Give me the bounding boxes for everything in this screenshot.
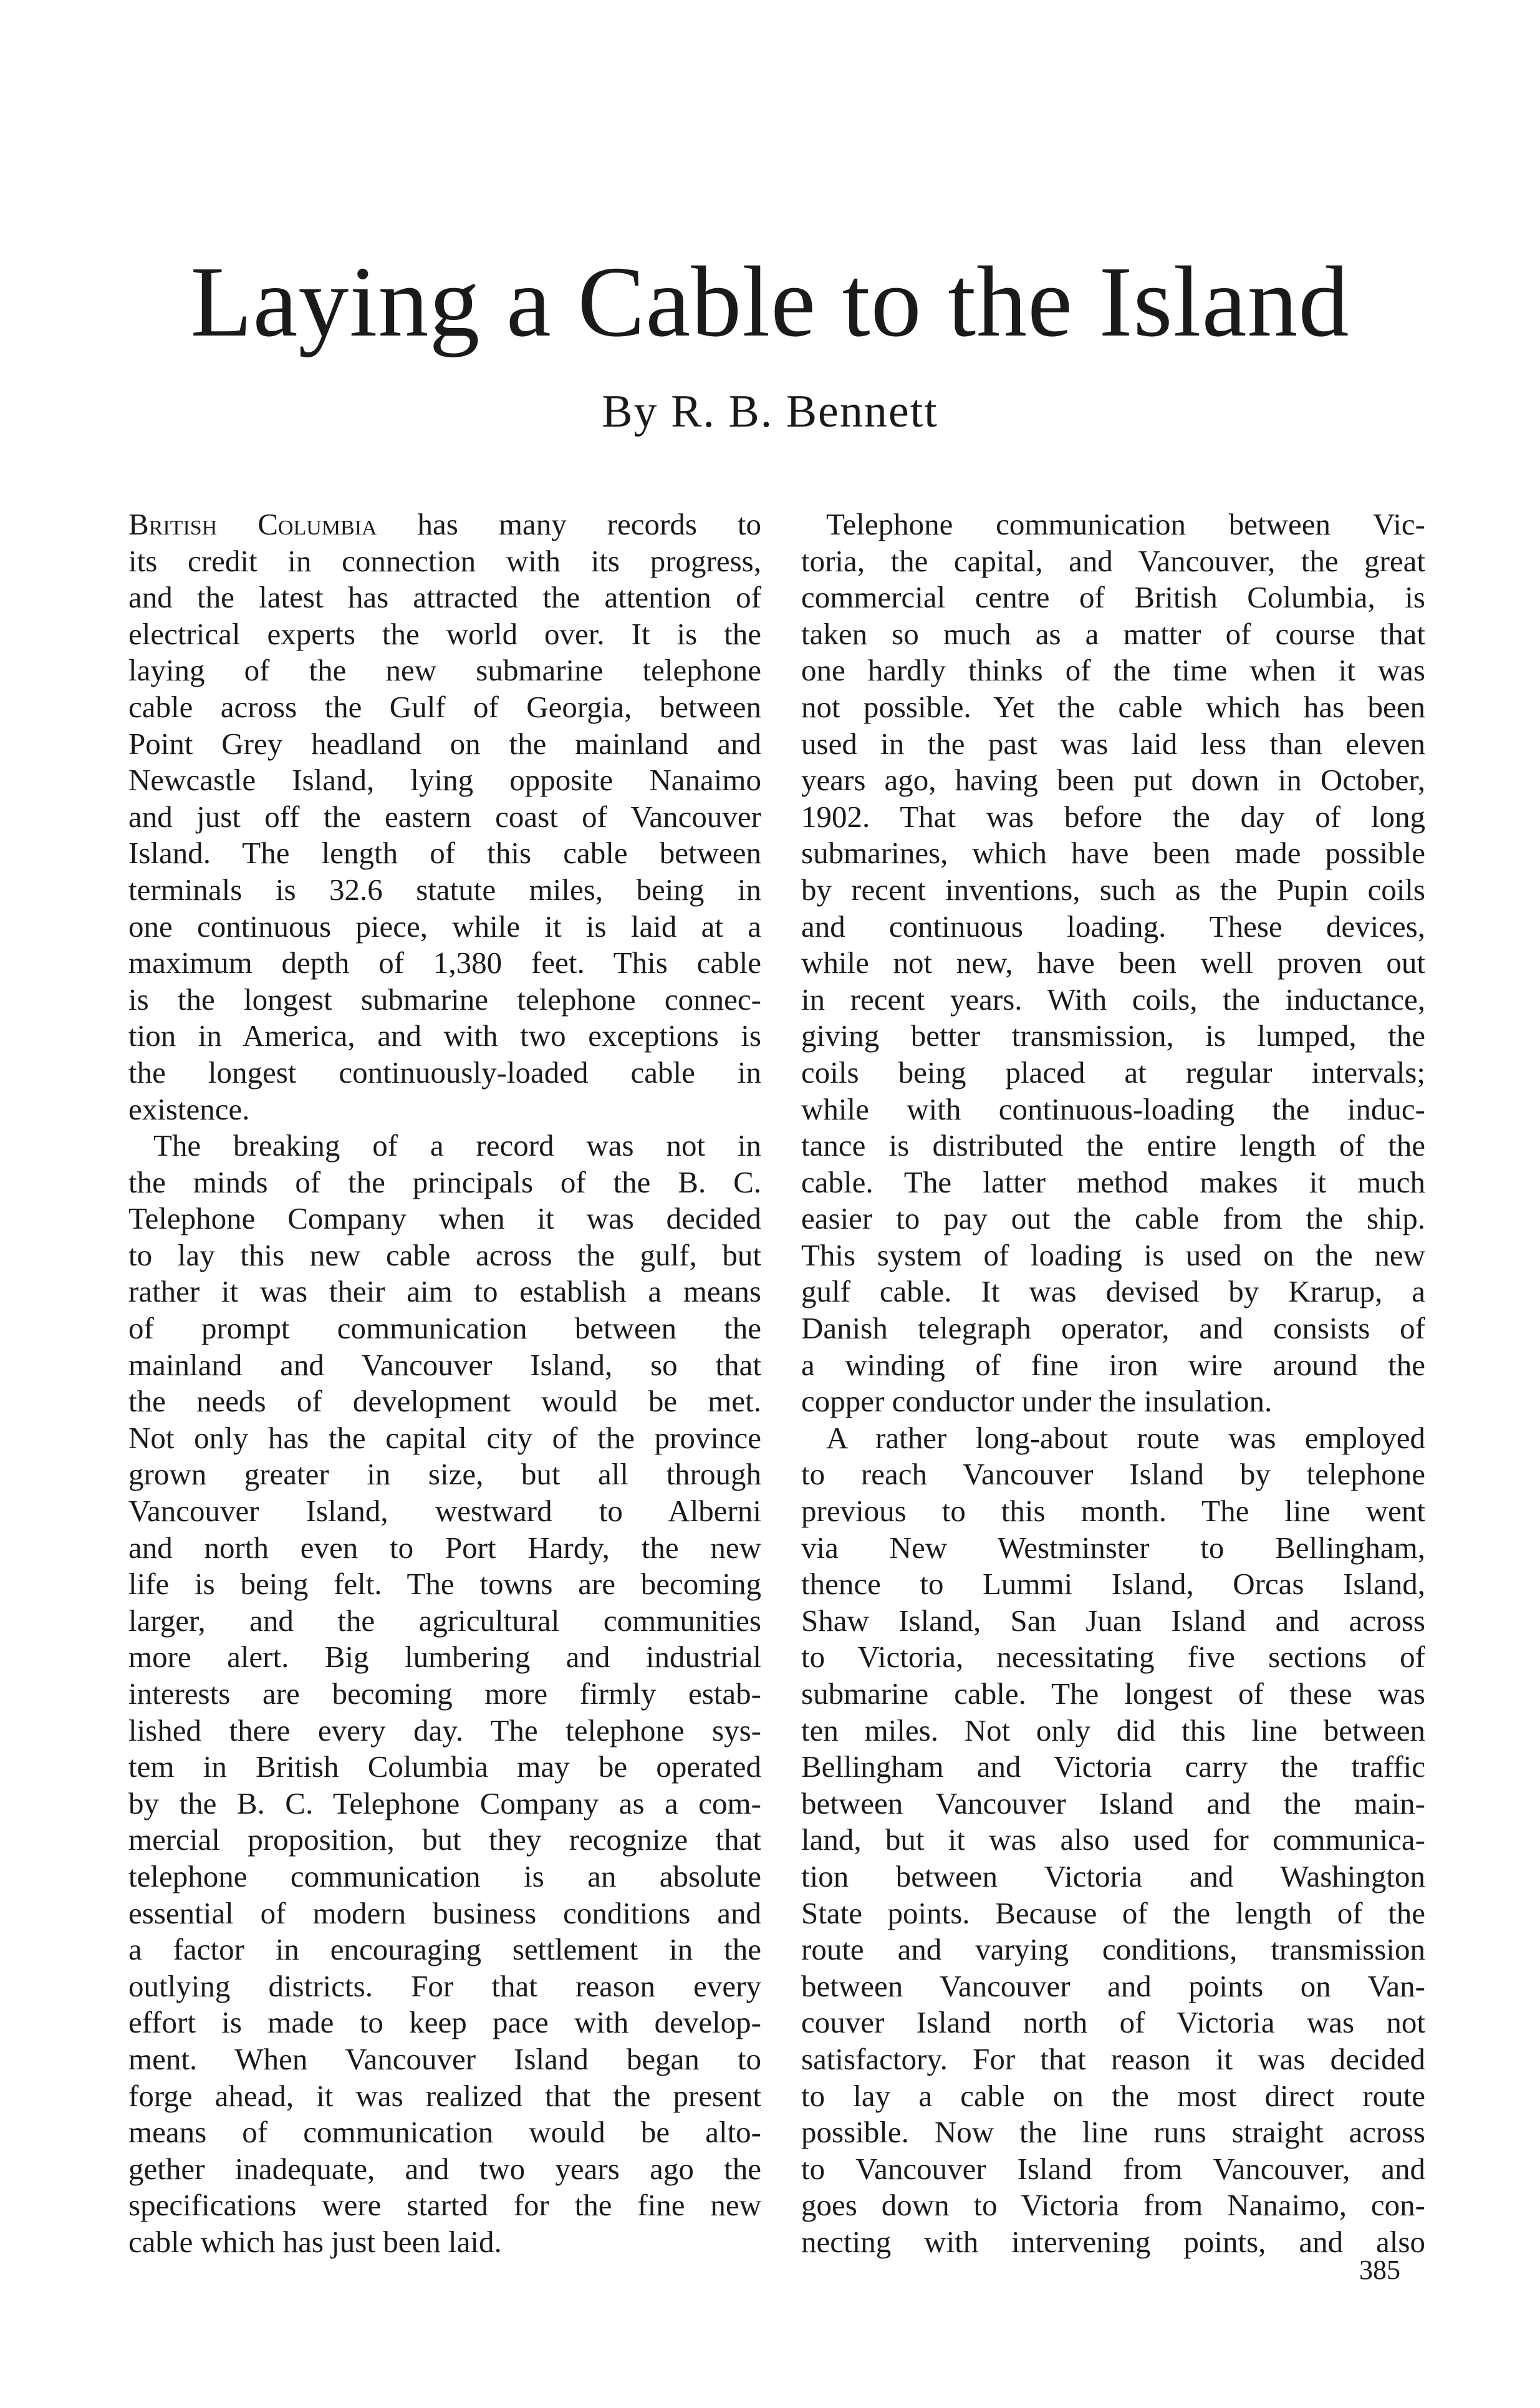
text-line: forge ahead, it was realized that the present — [128, 2078, 761, 2113]
text-line: rather it was their aim to establish a means — [128, 1274, 761, 1309]
text-line: while with continuous-loading the induc- — [801, 1091, 1425, 1126]
text-line: by recent inventions, such as the Pupin coils — [801, 872, 1425, 907]
text-line: satisfactory. For that reason it was decided — [801, 2041, 1425, 2076]
text-line: toria, the capital, and Vancouver, the great — [801, 543, 1425, 578]
text-line: submarines, which have been made possible — [801, 836, 1425, 871]
text-line: its credit in connection with its progress, — [128, 543, 761, 578]
text-line: a winding of fine iron wire around the — [801, 1347, 1425, 1382]
text-line — [128, 506, 761, 543]
text-line: State points. Because of the length of the — [801, 1895, 1425, 1930]
text-line: life is being felt. The towns are becoming — [128, 1567, 761, 1602]
text-line: submarine cable. The longest of these was — [801, 1676, 1425, 1711]
text-line: via New Westminster to Bellingham, — [801, 1530, 1425, 1565]
text-line: cable. The latter method makes it much — [801, 1164, 1425, 1199]
text-line: gulf cable. It was devised by Krarup, a — [801, 1274, 1425, 1309]
text-line: one continuous piece, while it is laid at a — [128, 909, 761, 944]
text-line: Island. The length of this cable between — [128, 836, 761, 871]
text-line: of prompt communication between the — [128, 1311, 761, 1346]
text-line: specifications were started for the fine new — [128, 2188, 761, 2223]
text-line: and continuous loading. These devices, — [801, 909, 1425, 944]
article-byline: By R. B. Bennett — [602, 386, 938, 437]
text-line: grown greater in size, but all through — [128, 1457, 761, 1492]
text-line: land, but it was also used for communica- — [801, 1822, 1425, 1857]
text-line: easier to pay out the cable from the ship. — [801, 1201, 1425, 1236]
text-line: electrical experts the world over. It is the — [128, 616, 761, 651]
text-line: interests are becoming more firmly estab- — [128, 1676, 761, 1711]
text-line: mercial proposition, but they recognize that — [128, 1822, 761, 1857]
text-line: tion between Victoria and Washington — [801, 1859, 1425, 1893]
text-line: gether inadequate, and two years ago the — [128, 2151, 761, 2186]
page-number: 385 — [1359, 2255, 1400, 2285]
text-line: years ago, having been put down in October, — [801, 763, 1425, 798]
text-line: lished there every day. The telephone sys- — [128, 1713, 761, 1748]
text-line: A rather long-about route was employed — [826, 1420, 1425, 1455]
text-line: thence to Lummi Island, Orcas Island, — [801, 1567, 1425, 1602]
text-line: not possible. Yet the cable which has been — [801, 689, 1425, 724]
lead-in-rest: has many records to — [377, 507, 761, 541]
text-line: copper conductor under the insulation. — [801, 1384, 1273, 1419]
right-column — [801, 506, 1425, 2261]
text-line: This system of loading is used on the new — [801, 1237, 1425, 1272]
text-line: to Vancouver Island from Vancouver, and — [801, 2151, 1425, 2186]
text-line: giving better transmission, is lumped, the — [801, 1018, 1425, 1053]
text-line: essential of modern business conditions and — [128, 1895, 761, 1930]
text-line: to reach Vancouver Island by telephone — [801, 1457, 1425, 1492]
paragraph — [801, 506, 1425, 1420]
text-line: coils being placed at regular intervals; — [801, 1055, 1425, 1090]
text-line: tion in America, and with two exceptions is — [128, 1018, 761, 1053]
text-line: the minds of the principals of the B. C. — [128, 1164, 761, 1199]
text-line: ment. When Vancouver Island began to — [128, 2041, 761, 2076]
left-column — [128, 506, 761, 2261]
text-line: tance is distributed the entire length of the — [801, 1128, 1425, 1163]
text-line: Vancouver Island, westward to Alberni — [128, 1494, 761, 1529]
text-line: between Vancouver Island and the main- — [801, 1786, 1425, 1821]
text-line: previous to this month. The line went — [801, 1494, 1425, 1529]
text-line: the needs of development would be met. — [128, 1384, 761, 1419]
paragraph — [128, 506, 761, 1128]
text-line: more alert. Big lumbering and industrial — [128, 1640, 761, 1675]
text-line: goes down to Victoria from Nanaimo, con- — [801, 2188, 1425, 2223]
text-line: in recent years. With coils, the inductance, — [801, 982, 1425, 1017]
article-title: Laying a Cable to the Island — [190, 246, 1350, 358]
text-line: necting with intervening points, and also — [801, 2224, 1425, 2259]
text-line: outlying districts. For that reason every — [128, 1968, 761, 2003]
text-line: by the B. C. Telephone Company as a com- — [128, 1786, 761, 1821]
text-line: larger, and the agricultural communities — [128, 1603, 761, 1638]
lead-in-small-caps: British Columbia — [128, 507, 377, 541]
paragraph — [801, 1420, 1425, 2261]
text-line: cable across the Gulf of Georgia, between — [128, 689, 761, 724]
text-line: Bellingham and Victoria carry the traffic — [801, 1749, 1425, 1784]
text-line: a factor in encouraging settlement in the — [128, 1932, 761, 1967]
text-line: to lay this new cable across the gulf, but — [128, 1237, 761, 1272]
text-line: cable which has just been laid. — [128, 2224, 502, 2259]
text-line: possible. Now the line runs straight across — [801, 2115, 1425, 2150]
text-line: and just off the eastern coast of Vancouver — [128, 799, 761, 834]
text-line: effort is made to keep pace with develop- — [128, 2005, 761, 2040]
text-line: Danish telegraph operator, and consists of — [801, 1311, 1425, 1346]
text-line: to Victoria, necessitating five sections of — [801, 1640, 1425, 1675]
text-line: taken so much as a matter of course that — [801, 616, 1425, 651]
text-line: Newcastle Island, lying opposite Nanaimo — [128, 763, 761, 798]
text-line: telephone communication is an absolute — [128, 1859, 761, 1893]
text-line: between Vancouver and points on Van- — [801, 1968, 1425, 2003]
text-line: commercial centre of British Columbia, is — [801, 580, 1425, 615]
text-line: laying of the new submarine telephone — [128, 653, 761, 688]
text-line: is the longest submarine telephone connec- — [128, 982, 761, 1017]
text-line: existence. — [128, 1091, 250, 1126]
text-line: means of communication would be alto- — [128, 2115, 761, 2150]
text-line: route and varying conditions, transmission — [801, 1932, 1425, 1967]
text-line: The breaking of a record was not in — [153, 1128, 761, 1163]
text-line: and the latest has attracted the attention of — [128, 580, 761, 615]
text-line: maximum depth of 1,380 feet. This cable — [128, 945, 761, 980]
text-line: Shaw Island, San Juan Island and across — [801, 1603, 1425, 1638]
text-line: used in the past was laid less than eleven — [801, 726, 1425, 761]
text-line: tem in British Columbia may be operated — [128, 1749, 761, 1784]
text-line: and north even to Port Hardy, the new — [128, 1530, 761, 1565]
text-line: to lay a cable on the most direct route — [801, 2078, 1425, 2113]
text-line: while not new, have been well proven out — [801, 945, 1425, 980]
text-line: couver Island north of Victoria was not — [801, 2005, 1425, 2040]
text-line: ten miles. Not only did this line between — [801, 1713, 1425, 1748]
text-line: 1902. That was before the day of long — [801, 799, 1425, 834]
text-line: Telephone Company when it was decided — [128, 1201, 761, 1236]
text-line: the longest continuously-loaded cable in — [128, 1055, 761, 1090]
text-line: Not only has the capital city of the province — [128, 1420, 761, 1455]
text-line: mainland and Vancouver Island, so that — [128, 1347, 761, 1382]
text-line: terminals is 32.6 statute miles, being in — [128, 872, 761, 907]
text-line: Point Grey headland on the mainland and — [128, 726, 761, 761]
text-line: one hardly thinks of the time when it was — [801, 653, 1425, 688]
paragraph — [128, 1128, 761, 2260]
text-line: Telephone communication between Vic- — [826, 507, 1425, 541]
